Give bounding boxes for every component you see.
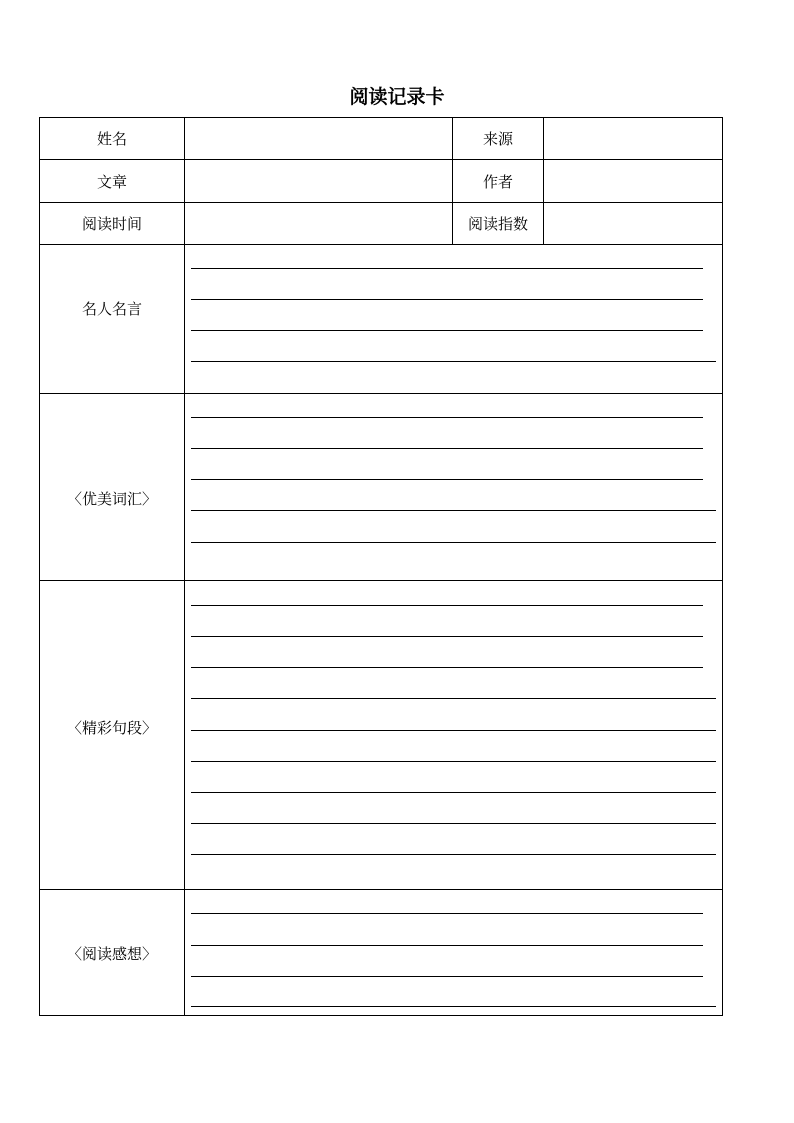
writing-line — [191, 479, 703, 480]
reading-time-field[interactable] — [185, 203, 452, 244]
writing-line — [191, 854, 716, 855]
writing-line — [191, 698, 716, 699]
writing-line — [191, 510, 716, 511]
writing-line — [191, 730, 716, 731]
passages-label: 〈精彩句段〉 — [66, 719, 157, 737]
quotes-label: 名人名言 — [81, 299, 142, 318]
reading-index-field[interactable] — [544, 203, 722, 244]
writing-line — [191, 976, 703, 977]
writing-line — [191, 299, 703, 300]
writing-line — [191, 823, 716, 824]
thoughts-label: 〈阅读感想〉 — [66, 944, 157, 963]
author-field[interactable] — [544, 160, 722, 202]
writing-line — [191, 792, 716, 793]
passages-writing-area[interactable] — [185, 581, 722, 889]
article-field[interactable] — [185, 160, 452, 202]
writing-line — [191, 417, 703, 418]
name-field[interactable] — [185, 118, 452, 159]
writing-line — [191, 667, 703, 668]
writing-line — [191, 761, 716, 762]
writing-line — [191, 945, 703, 946]
writing-line — [191, 1006, 716, 1007]
writing-line — [191, 448, 703, 449]
writing-line — [191, 268, 703, 269]
source-field[interactable] — [544, 118, 722, 159]
reading-index-label: 阅读指数 — [467, 215, 528, 233]
page-title: 阅读记录卡 — [349, 86, 445, 108]
vocabulary-writing-area[interactable] — [185, 394, 722, 580]
article-label: 文章 — [96, 172, 127, 191]
source-label: 来源 — [482, 130, 513, 148]
writing-line — [191, 330, 703, 331]
reading-time-label: 阅读时间 — [81, 215, 142, 233]
vocabulary-label: 〈优美词汇〉 — [66, 489, 157, 508]
thoughts-writing-area[interactable] — [185, 890, 722, 1015]
name-label: 姓名 — [96, 130, 127, 148]
writing-line — [191, 542, 716, 543]
author-label: 作者 — [482, 172, 513, 191]
writing-line — [191, 605, 703, 606]
writing-line — [191, 361, 716, 362]
writing-line — [191, 636, 703, 637]
writing-line — [191, 913, 703, 914]
